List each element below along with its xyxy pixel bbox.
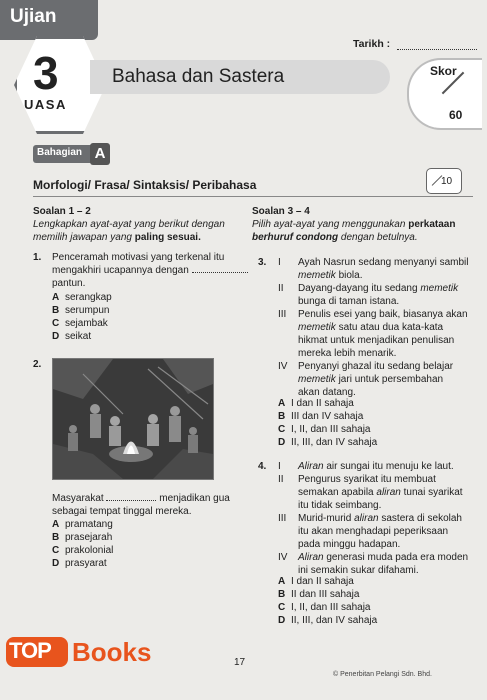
q4-statement-numeral: IV bbox=[278, 552, 288, 563]
topbooks-logo-books: Books bbox=[72, 637, 152, 667]
q3-options bbox=[278, 397, 377, 449]
q3-statement-line: memetik biola. bbox=[298, 270, 363, 281]
q3-statement-3 bbox=[278, 308, 478, 360]
q2-option-d[interactable]: D prasyarat bbox=[52, 558, 107, 569]
q4-statement-line: pada minggu hadapan. bbox=[298, 539, 401, 550]
q3-number: 3. bbox=[258, 257, 267, 268]
left-heading: Soalan 1 – 2 bbox=[33, 206, 91, 217]
q1-text-2: mengakhiri ucapannya dengan bbox=[52, 265, 189, 276]
test-number: 3 bbox=[33, 47, 59, 99]
q2-text-2: sebagai tempat tinggal mereka. bbox=[52, 506, 192, 517]
q3-statement-line: akan datang. bbox=[298, 387, 356, 398]
q3-statement-2 bbox=[278, 282, 478, 308]
q4-option-b[interactable]: B II dan III sahaja bbox=[278, 589, 360, 600]
score-total: 60 bbox=[449, 108, 463, 122]
q2-options bbox=[52, 518, 113, 570]
left-instruction-2: memilih jawapan yang bbox=[33, 232, 132, 243]
q2-text-1a: Masyarakat bbox=[52, 493, 104, 504]
right-instruction-2: perkataan bbox=[408, 219, 456, 230]
q1-blank bbox=[192, 272, 248, 273]
q2-text-1b: menjadikan gua bbox=[159, 493, 230, 504]
q4-option-a[interactable]: A I dan II sahaja bbox=[278, 576, 354, 587]
section-topic: Morfologi/ Frasa/ Sintaksis/ Peribahasa bbox=[33, 178, 257, 192]
q1-text-1: Penceramah motivasi yang terkenal itu bbox=[52, 252, 225, 263]
date-field[interactable] bbox=[397, 49, 477, 50]
section-label: Bahagian bbox=[37, 147, 83, 158]
q4-option-c[interactable]: C I, II, dan III sahaja bbox=[278, 602, 371, 613]
q2-option-c[interactable]: C prakolonial bbox=[52, 545, 114, 556]
q3-statement-line: memetik jari untuk persembahan bbox=[298, 374, 444, 385]
q4-statement-numeral: II bbox=[278, 474, 284, 485]
q3-option-d[interactable]: D II, III, dan IV sahaja bbox=[278, 437, 378, 448]
q1-options bbox=[52, 291, 112, 343]
q1-option-a[interactable]: A serangkap bbox=[52, 292, 112, 303]
q3-statement-1 bbox=[278, 256, 478, 282]
q4-statement-line: Murid-murid aliran sastera di sekolah bbox=[298, 513, 462, 524]
q2-blank bbox=[106, 500, 156, 501]
q1-option-c[interactable]: C sejambak bbox=[52, 318, 108, 329]
section-marks: 10 bbox=[441, 176, 453, 187]
q4-statement-1 bbox=[278, 460, 478, 473]
cave-people-illustration bbox=[52, 358, 214, 480]
page-number: 17 bbox=[234, 657, 246, 668]
q3-statement-numeral: III bbox=[278, 309, 287, 320]
q3-option-a[interactable]: A I dan II sahaja bbox=[278, 398, 354, 409]
right-heading: Soalan 3 – 4 bbox=[252, 206, 310, 217]
q4-statement-numeral: III bbox=[278, 513, 287, 524]
q3-statement-4 bbox=[278, 360, 478, 399]
q3-statement-line: Dayang-dayang itu sedang memetik bbox=[298, 283, 459, 294]
left-instruction-1: Lengkapkan ayat-ayat yang berikut dengan bbox=[33, 219, 225, 230]
q3-statement-line: Penyanyi ghazal itu sedang belajar bbox=[298, 361, 454, 372]
q1-text-3: pantun. bbox=[52, 278, 86, 289]
q4-number: 4. bbox=[258, 461, 267, 472]
q3-statement-line: hikmat untuk menjadikan penulisan bbox=[298, 335, 455, 346]
q4-statement-line: ini semakin sukar difahami. bbox=[298, 565, 419, 576]
q4-statement-2 bbox=[278, 473, 478, 512]
q4-statements bbox=[278, 460, 478, 577]
q4-statement-line: Aliran generasi muda pada era moden bbox=[298, 552, 469, 563]
q4-statement-3 bbox=[278, 512, 478, 551]
right-instruction-1: Pilih ayat-ayat yang menggunakan bbox=[252, 219, 406, 230]
q3-statement-numeral: I bbox=[278, 257, 281, 268]
topbooks-logo-top: TOP bbox=[9, 638, 51, 663]
q4-statement-line: itu tidak seimbang. bbox=[298, 500, 382, 511]
section-divider bbox=[33, 196, 473, 197]
q3-statement-line: memetik satu atau dua kata-kata bbox=[298, 322, 444, 333]
q2-option-a[interactable]: A pramatang bbox=[52, 519, 113, 530]
q4-statement-line: Aliran air sungai itu menuju ke laut. bbox=[298, 461, 454, 472]
q1-option-d[interactable]: D seikat bbox=[52, 331, 92, 342]
q1-option-b[interactable]: B serumpun bbox=[52, 305, 110, 316]
q2-number: 2. bbox=[33, 359, 42, 370]
q3-statement-line: bunga di taman istana. bbox=[298, 296, 400, 307]
test-badge: UASA bbox=[24, 97, 67, 112]
right-instruction-4: dengan betulnya. bbox=[340, 232, 418, 243]
q3-statement-numeral: IV bbox=[278, 361, 288, 372]
q4-options bbox=[278, 575, 377, 627]
q3-option-b[interactable]: B III dan IV sahaja bbox=[278, 411, 364, 422]
right-instruction-3: berhuruf condong bbox=[252, 232, 339, 243]
q4-statement-line: semakan apabila aliran tunai syarikat bbox=[298, 487, 463, 498]
date-label: Tarikh : bbox=[353, 38, 391, 50]
section-letter: A bbox=[90, 143, 110, 165]
q4-statement-line: itu akan menghadapi peperiksaan bbox=[298, 526, 449, 537]
q3-option-c[interactable]: C I, II, dan III sahaja bbox=[278, 424, 371, 435]
header-tab-label: Ujian bbox=[10, 6, 57, 27]
publisher-credit: © Penerbitan Pelangi Sdn. Bhd. bbox=[333, 671, 432, 678]
q4-option-d[interactable]: D II, III, dan IV sahaja bbox=[278, 615, 378, 626]
score-label: Skor bbox=[430, 64, 457, 78]
q4-statement-line: Pengurus syarikat itu membuat bbox=[298, 474, 436, 485]
q4-statement-4 bbox=[278, 551, 478, 577]
q3-statement-line: Penulis esei yang baik, biasanya akan bbox=[298, 309, 468, 320]
left-instruction-3: paling sesuai. bbox=[134, 232, 201, 243]
q3-statement-line: Ayah Nasrun sedang menyanyi sambil bbox=[298, 257, 469, 268]
page-title: Bahasa dan Sastera bbox=[112, 66, 285, 87]
q3-statements bbox=[278, 256, 478, 399]
q4-statement-numeral: I bbox=[278, 461, 281, 472]
q2-option-b[interactable]: B prasejarah bbox=[52, 532, 113, 543]
q1-number: 1. bbox=[33, 252, 42, 263]
q3-statement-numeral: II bbox=[278, 283, 284, 294]
q3-statement-line: mereka lebih menarik. bbox=[298, 348, 397, 359]
